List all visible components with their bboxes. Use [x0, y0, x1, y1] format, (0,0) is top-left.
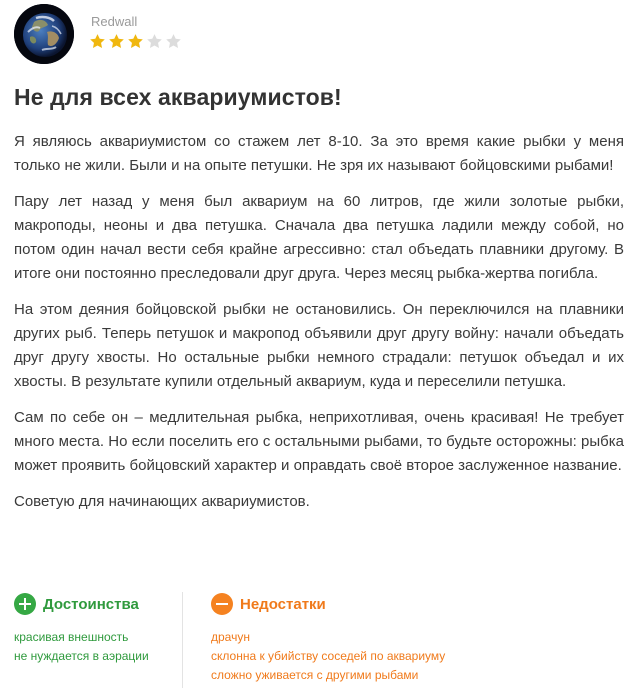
star-empty-icon	[165, 33, 182, 50]
cons-list	[211, 628, 471, 685]
star-filled-icon	[108, 33, 125, 50]
cons-column	[211, 592, 471, 685]
review-paragraph: Советую для начинающих аквариумистов.	[14, 493, 310, 510]
pros-cons-section	[14, 592, 624, 688]
cons-item: драчун	[211, 630, 250, 644]
cons-item: склонна к убийству соседей по аквариуму	[211, 649, 446, 663]
username[interactable]: Redwall	[91, 14, 138, 29]
review-title: Не для всех аквариумистов!	[14, 84, 342, 110]
pros-column	[14, 592, 182, 666]
review-paragraph: На этом деяния бойцовской рыбки не остановились. Он переключился на плавники других рыб. Теперь петушок и макропод объявили друг другу войну: начали объедать друг другу хвосты. Но остальные рыбки немного страдали: петушок объедал и их хвосты. В результате купили отдельный аквариум, куда и переселили петушка.	[14, 301, 624, 390]
plus-circle-icon	[14, 593, 36, 615]
earth-globe-icon	[14, 4, 74, 64]
review-paragraph: Пару лет назад у меня был аквариум на 60 литров, где жили золотые рыбки, макроподы, неоны и два петушка. Сначала два петушка ладили между собой, но потом один начал вести себя крайне агрессивно: стал объедать плавники другому. В итоге они постоянно преследовали друг друга. Через месяц рыбка-жертва погибла.	[14, 193, 624, 282]
cons-item: сложно уживается с другими рыбами	[211, 668, 419, 682]
pros-item: не нуждается в аэрации	[14, 649, 149, 663]
review-paragraph: Я являюсь аквариумистом со стажем лет 8-10. За это время какие рыбки у меня только не жили. Были и на опыте петушки. Не зря их называют бойцовскими рыбами!	[14, 133, 624, 174]
pros-item: красивая внешность	[14, 630, 129, 644]
cons-title: Недостатки	[240, 595, 326, 613]
pros-list	[14, 628, 182, 666]
star-filled-icon	[89, 33, 106, 50]
minus-circle-icon	[211, 593, 233, 615]
column-divider	[182, 592, 183, 688]
review-author	[14, 4, 614, 64]
star-rating	[89, 33, 182, 50]
star-filled-icon	[127, 33, 144, 50]
pros-header	[14, 592, 182, 616]
review-paragraph: Сам по себе он – медлительная рыбка, неприхотливая, очень красивая! Не требует много места. Но если поселить его с остальными рыбами, то будьте осторожны: рыбка может проявить бойцовский характер и оправдать своё второе заслуженное название.	[14, 409, 624, 474]
pros-title: Достоинства	[43, 595, 139, 613]
star-empty-icon	[146, 33, 163, 50]
avatar[interactable]	[14, 4, 74, 64]
review-body	[14, 130, 624, 526]
cons-header	[211, 592, 471, 616]
